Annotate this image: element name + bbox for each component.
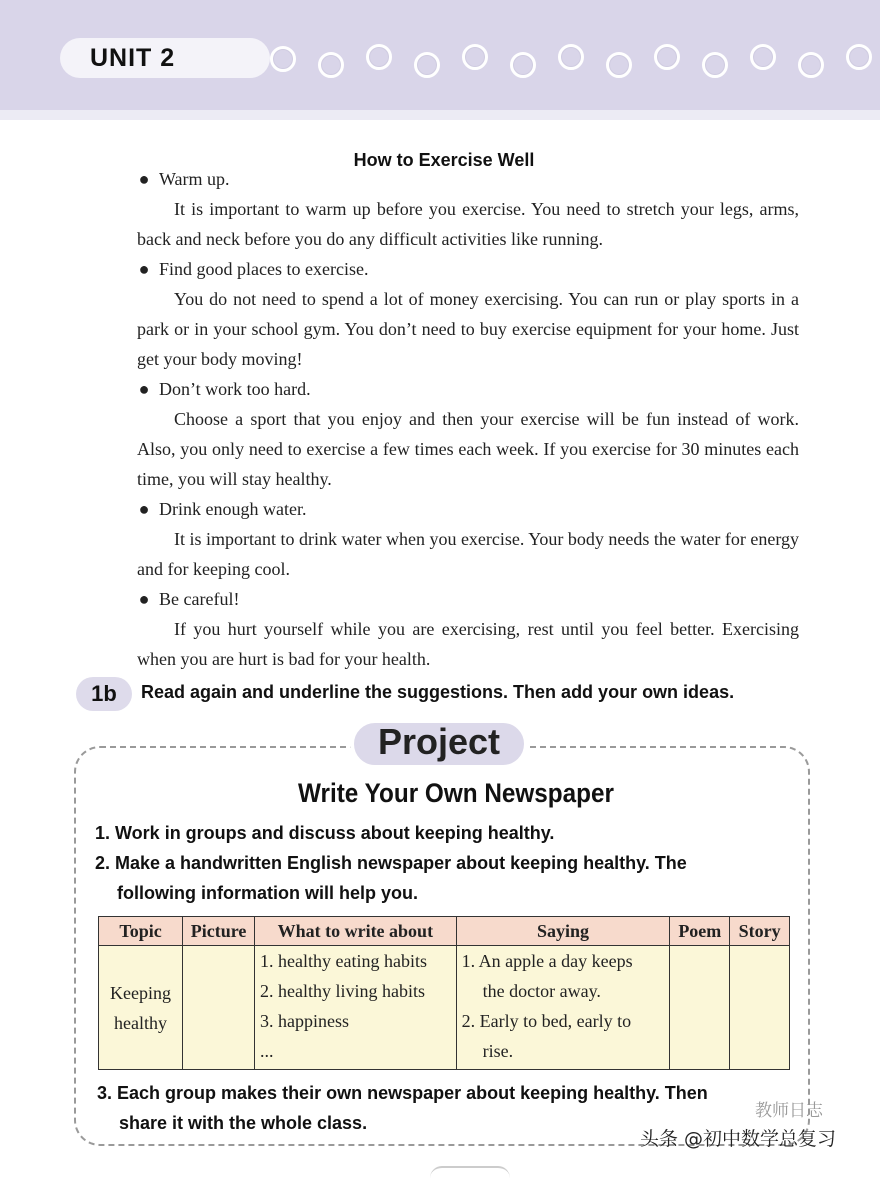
- ring-icon: [558, 44, 584, 70]
- ring-icon: [318, 52, 344, 78]
- col-story: Story: [730, 917, 790, 946]
- watermark-logo: 教师日志: [755, 1101, 823, 1121]
- article-title: How to Exercise Well: [353, 150, 535, 170]
- bullet-places: ● Find good places to exercise.: [137, 254, 799, 284]
- project-step-3-cont: share it with the whole class.: [119, 1113, 368, 1133]
- task-instruction: Read again and underline the suggestions. Then add your own ideas.: [141, 682, 735, 702]
- bullet-warm-up: ● Warm up.: [137, 164, 799, 194]
- project-step-2: 2. Make a handwritten English newspaper about keeping healthy. The: [95, 853, 687, 873]
- paragraph: Choose a sport that you enjoy and then your exercise will be fun instead of work. Also, you only need to exercise a few times each week. If you exercise for 30 minutes each time, you will stay healthy.: [137, 409, 799, 489]
- project-subtitle: Write Your Own Newspaper: [298, 778, 614, 808]
- header-strip: [0, 110, 880, 120]
- bottom-decoration: [430, 1166, 510, 1178]
- cell-poem: [670, 946, 730, 1070]
- info-table: [98, 916, 790, 1070]
- ring-icon: [798, 52, 824, 78]
- col-topic: Topic: [99, 917, 183, 946]
- watermark-text: 头条 @初中数学总复习: [640, 1128, 837, 1150]
- cell-story: [730, 946, 790, 1070]
- ring-icon: [846, 44, 872, 70]
- project-label: Project: [377, 721, 501, 762]
- ring-decoration: [265, 38, 880, 83]
- ring-icon: [702, 52, 728, 78]
- ring-icon: [270, 46, 296, 72]
- ring-icon: [510, 52, 536, 78]
- cell-topic: Keeping healthy: [99, 946, 183, 1070]
- col-poem: Poem: [670, 917, 730, 946]
- cell-picture: [183, 946, 255, 1070]
- paragraph: It is important to warm up before you exercise. You need to stretch your legs, arms, back and neck before you do any difficult activities like running.: [137, 199, 799, 249]
- paragraph: If you hurt yourself while you are exercising, rest until you feel better. Exercising when you are hurt is bad for your health.: [137, 619, 799, 669]
- bullet-icon: ●: [138, 169, 150, 189]
- col-what: What to write about: [255, 917, 457, 946]
- cell-saying: 1. An apple a day keeps the doctor away. 2. Early to bed, early to rise.: [456, 946, 670, 1070]
- unit-label: UNIT 2: [90, 44, 176, 72]
- ring-icon: [414, 52, 440, 78]
- paragraph: You do not need to spend a lot of money exercising. You can run or play sports in a park or in your school gym. You don’t need to buy exercise equipment for your home. Just get your body moving!: [137, 289, 799, 369]
- ring-icon: [366, 44, 392, 70]
- col-saying: Saying: [456, 917, 670, 946]
- bullet-icon: ●: [138, 259, 150, 279]
- task-badge: 1b: [76, 677, 132, 711]
- cell-what: 1. healthy eating habits 2. healthy living habits 3. happiness ...: [255, 946, 457, 1070]
- col-picture: Picture: [183, 917, 255, 946]
- bullet-icon: ●: [138, 589, 150, 609]
- ring-icon: [462, 44, 488, 70]
- paragraph: It is important to drink water when you exercise. Your body needs the water for energy and for keeping cool.: [137, 529, 800, 579]
- ring-icon: [606, 52, 632, 78]
- bullet-careful: ● Be careful!: [137, 584, 799, 614]
- bullet-water: ● Drink enough water.: [137, 494, 799, 524]
- project-step-2-cont: following information will help you.: [117, 883, 418, 903]
- table-row: [99, 946, 790, 1070]
- bullet-not-too-hard: ● Don’t work too hard.: [137, 374, 799, 404]
- article-body: [137, 164, 799, 674]
- project-step-1: 1. Work in groups and discuss about keeping healthy.: [95, 823, 555, 843]
- table-header-row: [99, 917, 790, 946]
- bullet-icon: ●: [138, 499, 150, 519]
- ring-icon: [750, 44, 776, 70]
- project-step-3: 3. Each group makes their own newspaper about keeping healthy. Then: [97, 1083, 708, 1103]
- bullet-icon: ●: [138, 379, 150, 399]
- ring-icon: [654, 44, 680, 70]
